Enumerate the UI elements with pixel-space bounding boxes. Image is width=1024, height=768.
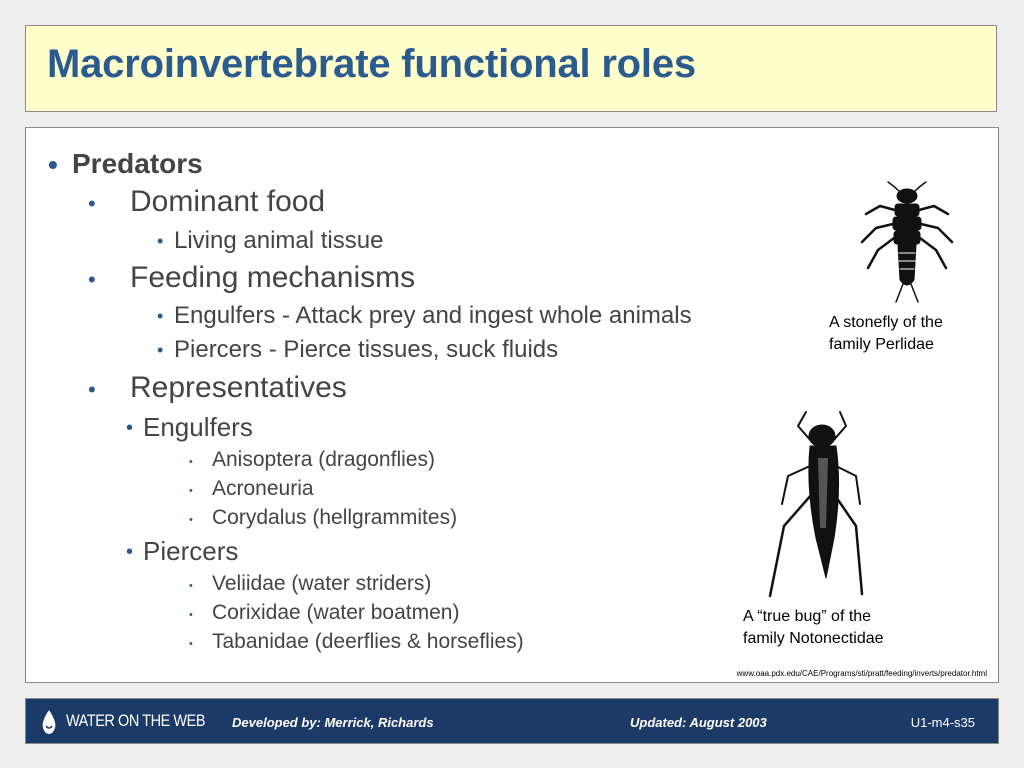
list-item: Corixidae (water boatmen): [212, 601, 460, 624]
title-box: [25, 25, 997, 112]
footer-bar: [25, 698, 999, 744]
bullet-icon: •: [157, 340, 164, 360]
source-url[interactable]: www.oaa.pdx.edu/CAE/Programs/sti/pratt/feeding/inverts/predator.html: [736, 669, 987, 678]
item-dominant-food: Dominant food: [130, 185, 326, 218]
footer-logo-text: WATER ON THE WEB: [66, 711, 206, 730]
bullet-icon: •: [189, 580, 193, 592]
stonefly-image: [854, 180, 960, 304]
bullet-icon: •: [157, 306, 164, 326]
backswimmer-image: [766, 408, 866, 600]
bullet-icon: •: [189, 514, 193, 526]
item-engulfers: Engulfers: [143, 412, 253, 442]
slide-title: Macroinvertebrate functional roles: [47, 42, 696, 86]
footer-developed-by: Developed by: Merrick, Richards: [232, 715, 434, 730]
list-item: Veliidae (water striders): [212, 572, 432, 595]
bullet-icon: •: [189, 456, 193, 468]
stonefly-caption-line2: family Perlidae: [829, 336, 934, 353]
bullet-icon: •: [189, 485, 193, 497]
item-representatives: Representatives: [130, 371, 347, 404]
stonefly-caption-line1: A stonefly of the: [829, 314, 943, 331]
item-engulfers-desc: Engulfers - Attack prey and ingest whole animals: [174, 302, 692, 329]
footer-updated: Updated: August 2003: [630, 715, 767, 730]
item-living-tissue: Living animal tissue: [174, 227, 384, 254]
bullet-icon: •: [157, 231, 164, 251]
heading-predators: Predators: [72, 148, 203, 179]
list-item: Acroneuria: [212, 477, 314, 500]
list-item: Tabanidae (deerflies & horseflies): [212, 630, 524, 653]
item-feeding-mechanisms: Feeding mechanisms: [130, 261, 416, 294]
bullet-icon: •: [88, 191, 96, 216]
bullet-icon: •: [88, 377, 96, 402]
bug-caption-line2: family Notonectidae: [743, 630, 884, 647]
bullet-icon: •: [189, 609, 193, 621]
bullet-icon: •: [126, 541, 134, 563]
item-piercers-desc: Piercers - Pierce tissues, suck fluids: [174, 336, 559, 363]
bullet-icon: •: [48, 149, 58, 180]
content-box: [25, 127, 999, 683]
bullet-icon: •: [126, 417, 134, 439]
bullet-icon: •: [189, 638, 193, 650]
bug-caption-line1: A “true bug” of the: [743, 608, 872, 625]
bullet-icon: •: [88, 267, 96, 292]
water-drop-logo-icon: [37, 708, 61, 736]
footer-slide-id: U1-m4-s35: [910, 715, 975, 730]
list-item: Corydalus (hellgrammites): [212, 506, 458, 529]
item-piercers: Piercers: [143, 536, 239, 566]
list-item: Anisoptera (dragonflies): [212, 448, 435, 471]
